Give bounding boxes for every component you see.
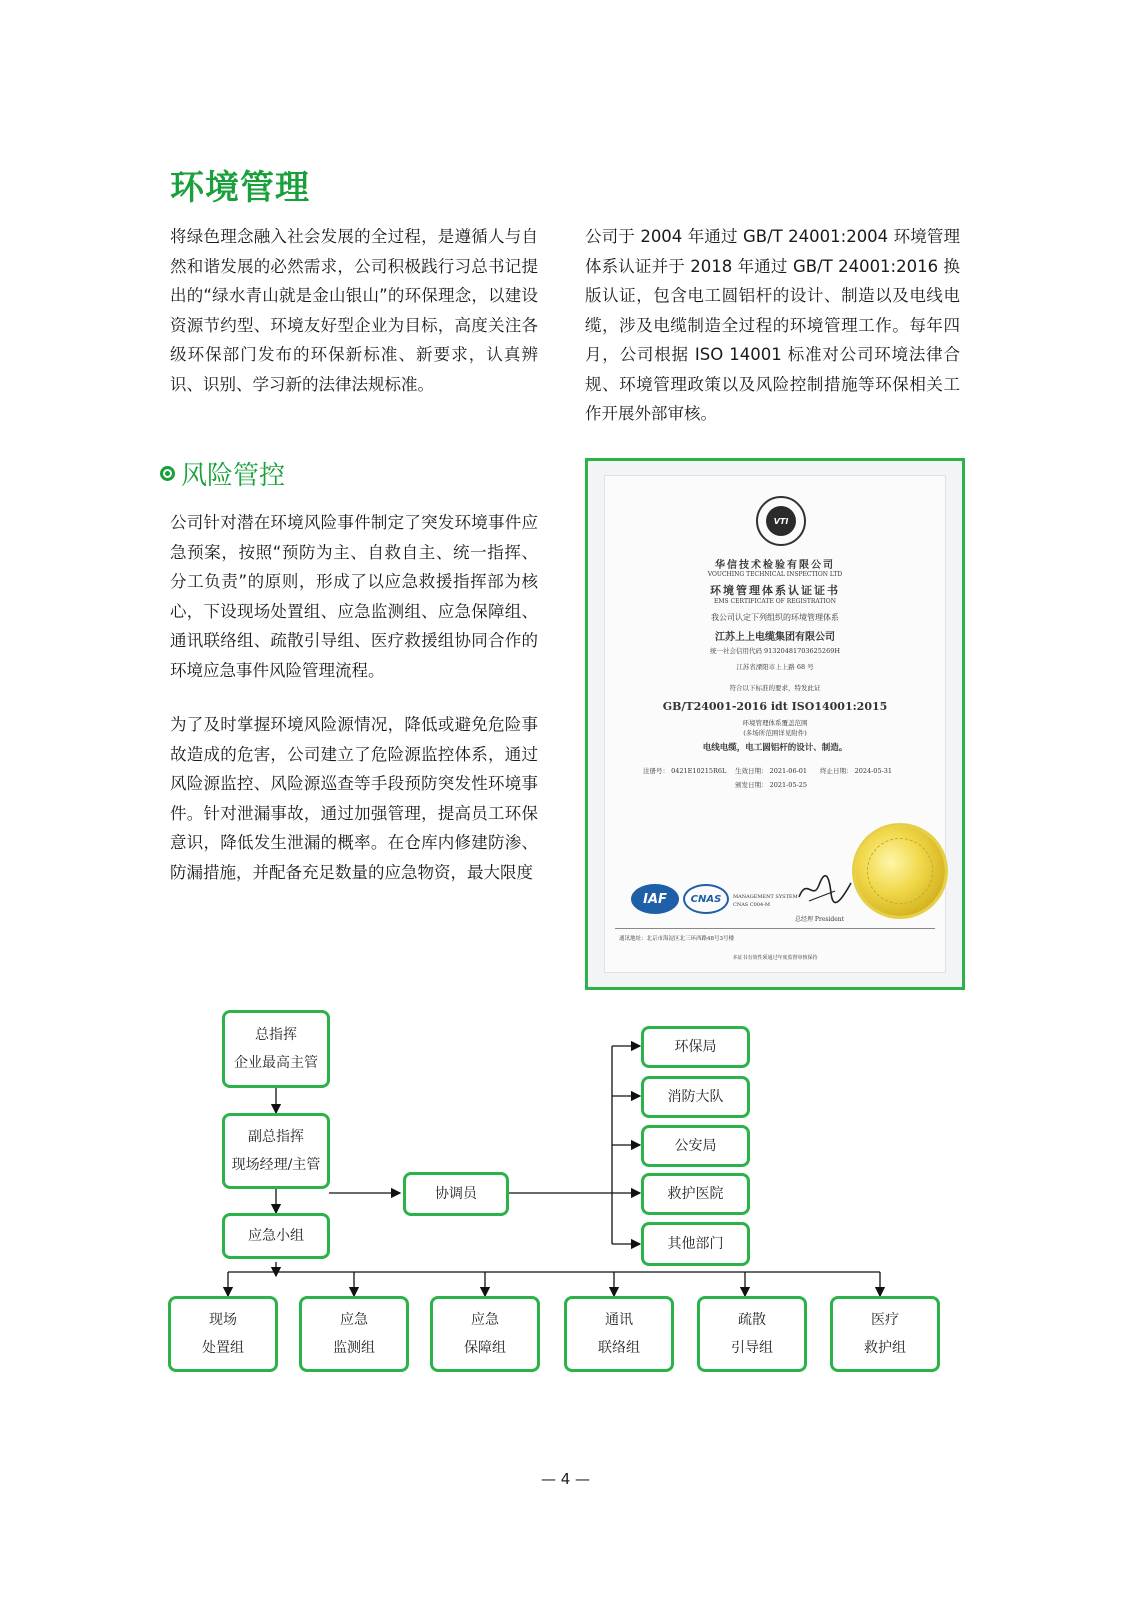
cert-address-line: 通讯地址：北京市海淀区北三环西路48号3号楼 — [619, 936, 734, 942]
external-label: 消防大队 — [667, 1089, 724, 1105]
group-line-1: 疏散 — [738, 1312, 766, 1328]
cert-effective: 生效日期： 2021-06-01 — [735, 767, 808, 775]
intro-left-paragraph: 将绿色理念融入社会发展的全过程，是遵循人与自然和谐发展的必然需求，公司积极践行习总书记提出的“绿水青山就是金山银山”的环保理念，以建设资源节约型、环境友好型企业为目标，高度关注各级环保部门发布的环保新标准、新要求，认真辨识、识别、学习新的法律法规标准。 — [170, 227, 538, 394]
cert-title-cn: 环境管理体系认证证书 — [710, 584, 840, 597]
group-line-1: 应急 — [340, 1312, 368, 1328]
risk-paragraph-2: 为了及时掌握环境风险源情况，降低或避免危险事故造成的危害，公司建立了危险源监控体系，通过风险源监控、风险源巡查等手段预防突发性环境事件。针对泄漏事故，通过加强管理，提高员工环保意识，降低发生泄漏的概率。在仓库内修建防渗、防漏措施，并配备充足数量的应急物资，最大限度 — [170, 715, 538, 882]
group-line-1: 现场 — [209, 1312, 237, 1328]
cert-issued: 颁发日期： 2021-05-25 — [735, 781, 808, 789]
cert-ms-code: CNAS C004-M — [733, 902, 771, 908]
group-box — [168, 1296, 278, 1372]
commander-title: 总指挥 — [255, 1027, 297, 1043]
external-box — [641, 1076, 750, 1118]
group-line-1: 通讯 — [605, 1312, 633, 1328]
external-box — [641, 1173, 750, 1215]
cert-scope-note: (多场所范围详见附件) — [743, 729, 807, 737]
group-box — [299, 1296, 409, 1372]
group-line-1: 应急 — [471, 1312, 499, 1328]
group-line-2: 救护组 — [864, 1340, 906, 1356]
commander-role: 企业最高主管 — [234, 1055, 318, 1071]
cert-address: 江苏省溧阳市上上路 68 号 — [736, 663, 814, 671]
group-box — [564, 1296, 674, 1372]
cert-conform: 符合以下标准的要求，特发此证 — [729, 684, 821, 692]
external-box — [641, 1125, 750, 1167]
group-box — [697, 1296, 807, 1372]
cert-statement: 我公司认定下列组织的环境管理体系 — [711, 613, 839, 622]
group-box — [830, 1296, 940, 1372]
deputy-commander-box — [222, 1113, 330, 1189]
group-line-2: 处置组 — [202, 1340, 244, 1356]
coordinator-label: 协调员 — [435, 1186, 477, 1202]
group-line-2: 监测组 — [333, 1340, 375, 1356]
emergency-team-label: 应急小组 — [248, 1228, 304, 1244]
cert-scope: 电线电缆，电工圆铝杆的设计、制造。 — [702, 743, 848, 753]
vti-logo-text: VTI — [766, 506, 796, 536]
external-label: 其他部门 — [667, 1236, 724, 1252]
section-heading-text: 风险管控 — [181, 461, 286, 491]
intro-right-paragraph: 公司于 2004 年通过 GB/T 24001:2004 环境管理体系认证并于 2018 年通过 GB/T 24001:2016 换版认证，包含电工圆铝杆的设计、制造以及电线电缆，涉及电缆制造全过程的环境管理工作。每年四月，公司根据 ISO 14001 标准对公司环境法律合规、环境管理政策以及风险控制措施等环保相关工作开展外部审核。 — [585, 227, 960, 423]
group-box — [430, 1296, 540, 1372]
page-number: — 4 — — [540, 1470, 591, 1488]
coordinator-box — [403, 1172, 509, 1216]
cert-scope-label: 环境管理体系覆盖范围 — [742, 719, 808, 727]
cert-issuer-en: VOUCHING TECHNICAL INSPECTION LTD — [707, 571, 843, 578]
external-label: 公安局 — [674, 1138, 717, 1154]
emergency-team-box — [222, 1213, 330, 1259]
deputy-role: 现场经理/主管 — [231, 1157, 321, 1173]
cnas-logo: CNAS — [683, 884, 729, 914]
commander-box — [222, 1010, 330, 1088]
cert-president: 总经理 President — [795, 916, 845, 923]
cert-expiry: 终止日期： 2024-05-31 — [820, 767, 893, 775]
cert-company: 江苏上上电缆集团有限公司 — [715, 632, 835, 643]
cert-footer-note: 本证书有效性须通过年度监督审核保持 — [732, 955, 818, 961]
cert-reg-no: 注册号： 0421E10215R6L — [643, 767, 727, 775]
group-line-2: 保障组 — [464, 1340, 506, 1356]
external-box — [641, 1222, 750, 1266]
external-box — [641, 1026, 750, 1068]
cert-credit-code: 统一社会信用代码 91320481703625269H — [709, 647, 841, 655]
cert-ms-label: MANAGEMENT SYSTEM — [733, 894, 798, 900]
cert-title-en: EMS CERTIFICATE OF REGISTRATION — [714, 598, 836, 605]
external-label: 环保局 — [674, 1039, 717, 1055]
group-line-1: 医疗 — [871, 1312, 899, 1328]
deputy-title: 副总指挥 — [248, 1129, 304, 1145]
cert-issuer-cn: 华信技术检验有限公司 — [715, 560, 835, 571]
group-line-2: 联络组 — [598, 1340, 640, 1356]
page-title: 环境管理 — [170, 168, 310, 208]
cert-standard: GB/T24001-2016 idt ISO14001:2015 — [662, 700, 888, 713]
iaf-logo: IAF — [631, 884, 679, 914]
risk-paragraph-1: 公司针对潜在环境风险事件制定了突发环境事件应急预案，按照“预防为主、自救自主、统一指挥、分工负责”的原则，形成了以应急救援指挥部为核心，下设现场处置组、应急监测组、应急保障组、通讯联络组、疏散引导组、医疗救援组协同合作的环境应急事件风险管理流程。 — [170, 513, 538, 680]
group-line-2: 引导组 — [731, 1340, 773, 1356]
external-label: 救护医院 — [667, 1186, 724, 1202]
